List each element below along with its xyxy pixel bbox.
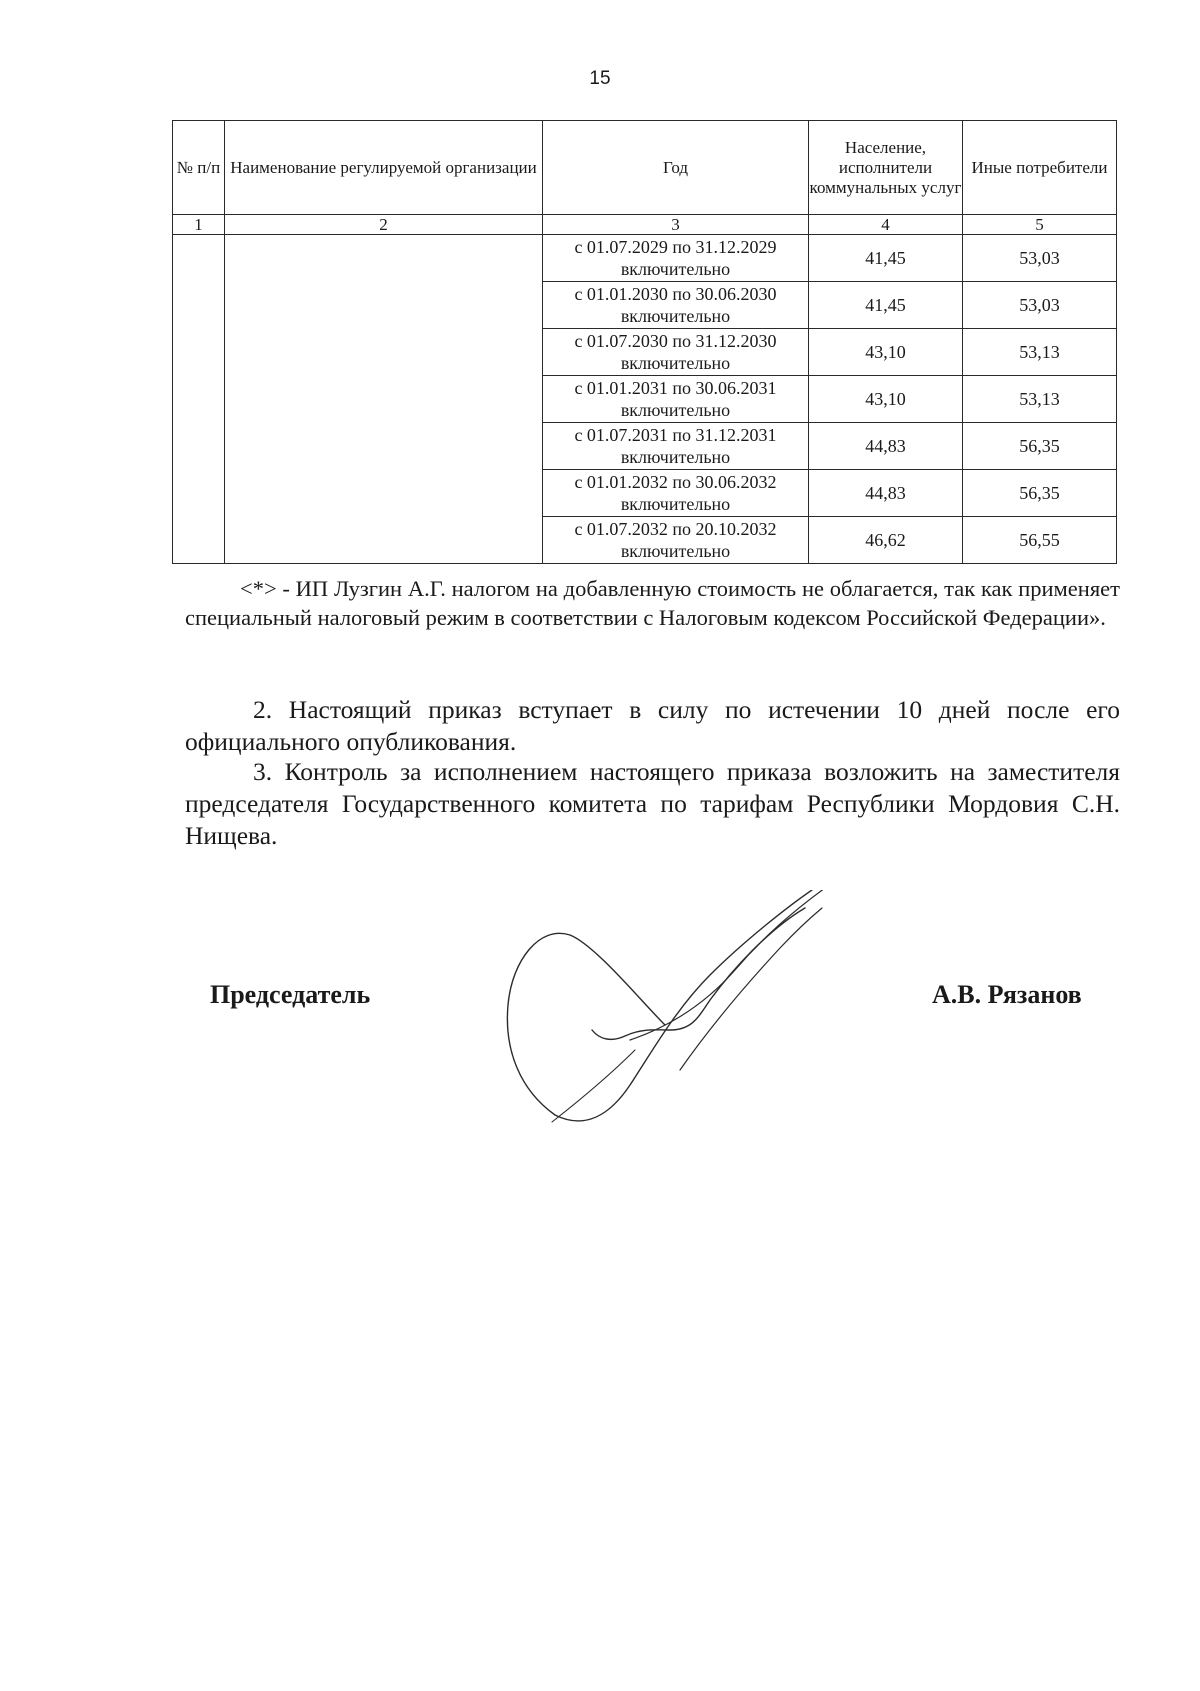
column-number: 2 [225,215,543,235]
other-value: 53,03 [963,282,1117,329]
period-cell: с 01.01.2031 по 30.06.2031 включительно [543,376,809,423]
period-cell: с 01.01.2032 по 30.06.2032 включительно [543,470,809,517]
column-number: 3 [543,215,809,235]
paragraph-effective-date: 2. Настоящий приказ вступает в силу по истечении 10 дней после его официального опубликования. [185,695,1120,756]
tariff-table [172,120,1117,564]
period-cell: с 01.07.2031 по 31.12.2031 включительно [543,423,809,470]
signatory-name: А.В. Рязанов [932,980,1082,1009]
other-value: 53,13 [963,376,1117,423]
population-value: 41,45 [809,235,963,282]
other-value: 56,35 [963,423,1117,470]
other-value: 56,55 [963,517,1117,564]
other-value: 53,03 [963,235,1117,282]
header-cell-population: Население, исполнители коммунальных услуг [809,121,963,215]
page-number: 15 [589,68,611,89]
population-value: 46,62 [809,517,963,564]
other-value: 56,35 [963,470,1117,517]
period-cell: с 01.07.2032 по 20.10.2032 включительно [543,517,809,564]
empty-organization-cell [225,235,543,564]
header-cell-organization: Наименование регулируемой организации [225,121,543,215]
other-value: 53,13 [963,329,1117,376]
signatory-title: Председатель [210,980,371,1009]
population-value: 43,10 [809,329,963,376]
paragraph-control: 3. Контроль за исполнением настоящего приказа возложить на заместителя председателя Государственного комитета по тарифам Республики Мордовия С.Н. Нищева. [185,757,1120,850]
period-cell: с 01.01.2030 по 30.06.2030 включительно [543,282,809,329]
footnote: <*> - ИП Лузгин А.Г. налогом на добавленную стоимость не облагается, так как применяет специальный налоговый режим в соответствии с Налоговым кодексом Российской Федерации». [185,576,1120,630]
table-header-row [173,121,1117,215]
population-value: 41,45 [809,282,963,329]
period-cell: с 01.07.2030 по 31.12.2030 включительно [543,329,809,376]
empty-number-cell [173,235,225,564]
handwritten-signature [500,890,900,1130]
column-number: 5 [963,215,1117,235]
population-value: 43,10 [809,376,963,423]
column-number: 4 [809,215,963,235]
population-value: 44,83 [809,470,963,517]
column-number: 1 [173,215,225,235]
table-row [173,235,1117,282]
header-cell-other: Иные потребители [963,121,1117,215]
column-number-row [173,215,1117,235]
period-cell: с 01.07.2029 по 31.12.2029 включительно [543,235,809,282]
population-value: 44,83 [809,423,963,470]
header-cell-number: № п/п [173,121,225,215]
header-cell-year: Год [543,121,809,215]
